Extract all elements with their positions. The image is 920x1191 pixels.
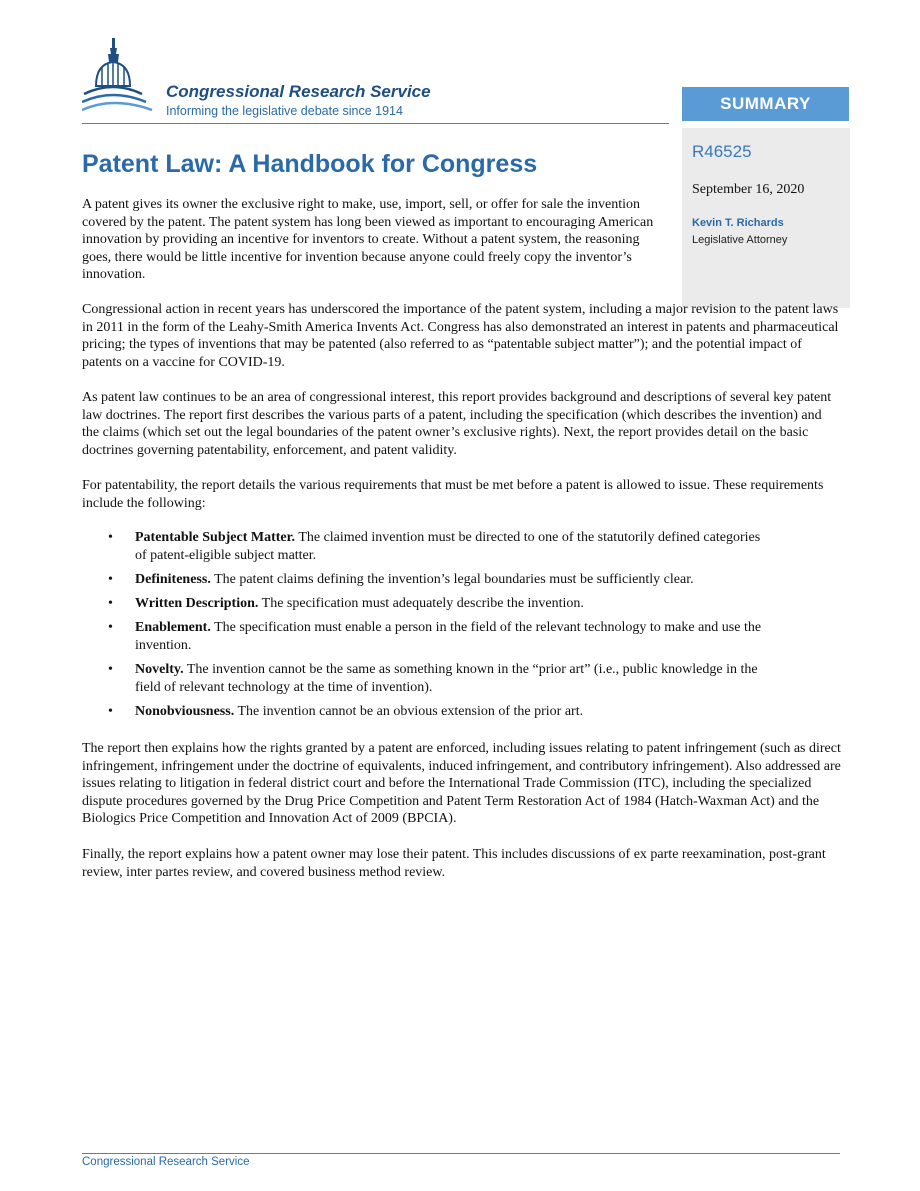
list-item (82, 595, 775, 613)
author-title: Legislative Attorney (692, 234, 788, 246)
requirement-term: Written Description. (135, 595, 259, 611)
org-tagline: Informing the legislative debate since 1914 (166, 104, 403, 118)
requirements-list (82, 529, 842, 727)
bullet-icon: • (108, 595, 113, 611)
report-info-sidebar (682, 128, 850, 308)
paragraph: The report then explains how the rights granted by a patent are enforced, including issues relating to patent infringement (such as direct infringement, infringement under the doctrine of equivalents, induced infringement, and contributory infringement). Also addressed are issues relating to litigation in federal district court and before the International Trade Commission (ITC), including the specialized dispute procedures governed by the Drug Price Competition and Patent Term Restoration Act of 1984 (Hatch-Waxman Act) and the Biologics Price Competition and Innovation Act of 2009 (BPCIA). (82, 741, 841, 827)
bullet-icon: • (108, 571, 113, 587)
footer-divider (82, 1153, 840, 1154)
bullet-icon: • (108, 703, 113, 719)
paragraph: Finally, the report explains how a patent owner may lose their patent. This includes discussions of ex parte reexamination, post-grant review, inter partes review, and covered business method review. (82, 847, 826, 880)
list-item (82, 703, 775, 721)
bullet-icon: • (108, 530, 113, 545)
crs-logo (82, 34, 482, 124)
requirement-text: The specification must enable a person in the field of the relevant technology to make and use the invention. (135, 620, 762, 653)
header-divider (82, 123, 669, 124)
author-name: Kevin T. Richards (692, 217, 784, 229)
paragraph: For patentability, the report details the various requirements that must be met before a patent is allowed to issue. These requirements include the following: (82, 478, 824, 511)
footer-org-name: Congressional Research Service (82, 1156, 250, 1168)
summary-label: SUMMARY (682, 87, 849, 121)
capitol-dome-icon (82, 34, 162, 122)
requirement-text: The patent claims defining the invention’s legal boundaries must be sufficiently clear. (214, 571, 694, 587)
requirement-term: Nonobviousness. (135, 703, 235, 719)
list-item (82, 571, 775, 589)
list-item (82, 619, 775, 654)
document-title: Patent Law: A Handbook for Congress (82, 150, 538, 178)
list-item (82, 529, 775, 564)
report-number: R46525 (692, 142, 752, 161)
list-item (82, 661, 775, 696)
requirement-term: Patentable Subject Matter. (135, 530, 296, 545)
requirement-term: Enablement. (135, 620, 211, 636)
requirement-text: The invention cannot be the same as something known in the “prior art” (i.e., public knowledge in the field of relevant technology at the time of invention). (135, 661, 758, 695)
requirement-term: Novelty. (135, 661, 184, 677)
requirement-text: The invention cannot be an obvious extension of the prior art. (237, 703, 584, 719)
bullet-icon: • (108, 620, 113, 636)
requirement-text: The specification must adequately describe the invention. (261, 595, 584, 611)
requirement-term: Definiteness. (135, 571, 211, 587)
report-date: September 16, 2020 (692, 182, 805, 197)
paragraph: A patent gives its owner the exclusive right to make, use, import, sell, or offer for sale the invention covered by the patent. The patent system has long been viewed as important to encouraging American innovation by providing an incentive for inventors to create. Without a patent system, the reasoning goes, there would be little incentive for invention because anyone could freely copy the inventor’s innovation. (82, 197, 654, 283)
bullet-icon: • (108, 661, 113, 677)
paragraph: Congressional action in recent years has underscored the importance of the patent system, including a major revision to the patent laws in 2011 in the form of the Leahy-Smith America Invents Act. Congress has also demonstrated an interest in patents and pharmaceutical pricing; the types of inventions that may be patented (also referred to as “patentable subject matter”); and the potential impact of patents on a vaccine for COVID-19. (82, 302, 839, 370)
paragraph: As patent law continues to be an area of congressional interest, this report provides background and descriptions of several key patent law doctrines. The report first describes the various parts of a patent, including the specification (which describes the invention) and the claims (which set out the legal boundaries of the patent owner’s exclusive rights). Next, the report provides detail on the basic doctrines governing patentability, enforcement, and patent validity. (82, 390, 832, 458)
requirement-text: The claimed invention must be directed to one of the statutorily defined categories of patent-eligible subject matter. (135, 530, 761, 563)
org-name: Congressional Research Service (166, 82, 431, 101)
